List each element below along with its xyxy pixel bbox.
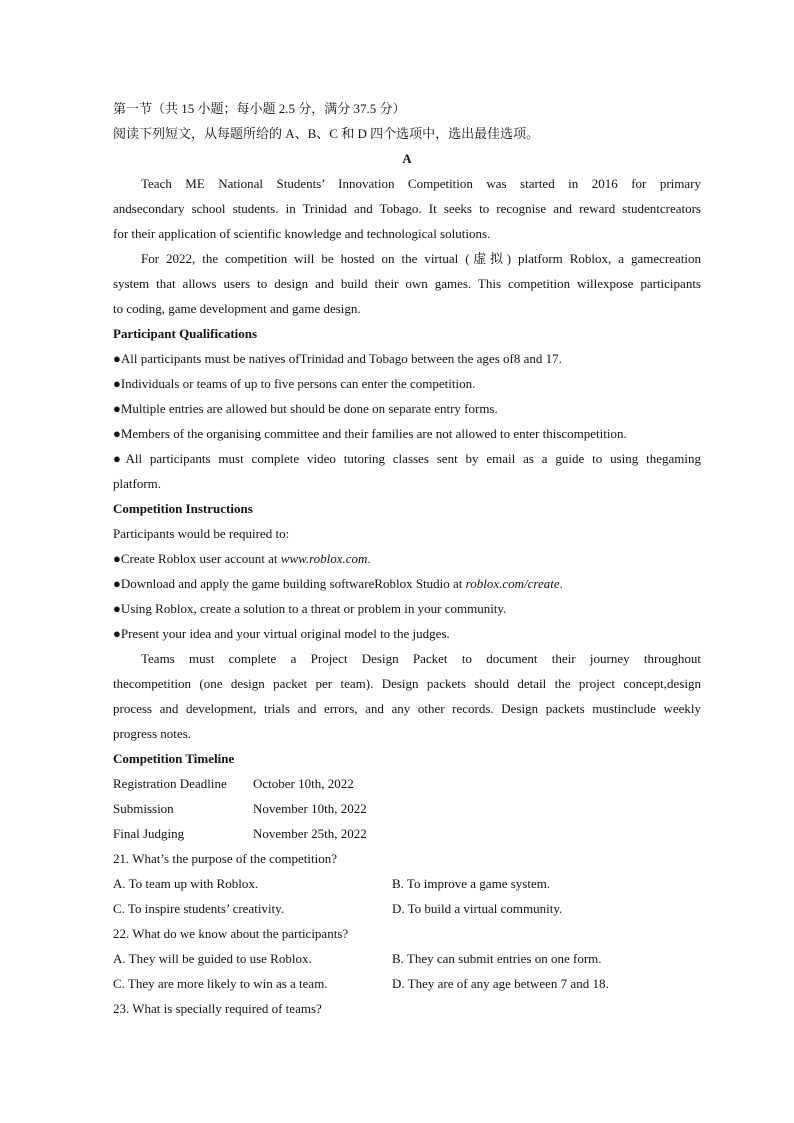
question-22-stem: 22. What do we know about the participants? [113,926,349,941]
exam-page [113,96,701,1021]
section-header: 第一节（共 15 小题；每小题 2.5 分，满分 37.5 分） [113,101,406,116]
paragraph-2-line-2: system that allows users to design and build their own games. This competition willexpose participants [113,276,701,291]
question-21-options-row-1 [113,871,701,896]
instructions-heading: Competition Instructions [113,501,253,516]
instruction-item-4: ●Present your idea and your virtual original model to the judges. [113,626,450,641]
timeline-label: Registration Deadline [113,776,227,791]
paragraph-3-line-3: process and development, trials and errors, and any other records. Design packets mustinclude weekly [113,701,701,716]
paragraph-1-line-2: andsecondary school students. in Trinidad and Tobago. It seeks to recognise and reward studentcreators [113,201,701,216]
question-22-options-row-1 [113,946,701,971]
option-a: A. They will be guided to use Roblox. [113,951,312,966]
passage-label: A [402,151,412,166]
timeline-heading: Competition Timeline [113,751,235,766]
instruction-item-2-text: ●Download and apply the game building softwareRoblox Studio at [113,576,466,591]
instruction-item-1-text: ●Create Roblox user account at [113,551,281,566]
option-c: C. They are more likely to win as a team. [113,976,328,991]
timeline-date: November 10th, 2022 [253,801,367,816]
timeline-label: Submission [113,801,174,816]
instruction-item-3: ●Using Roblox, create a solution to a threat or problem in your community. [113,601,507,616]
instruction-item-2 [113,571,701,596]
option-b: B. To improve a game system. [392,876,551,891]
qualification-item-last-line-2: platform. [113,476,162,491]
instruction-item-1 [113,546,701,571]
paragraph-1-line-3: for their application of scientific knowledge and technological solutions. [113,226,491,241]
roblox-create-url: roblox.com/create [465,576,560,591]
instruction-item-1-end: . [367,551,371,566]
timeline-date: November 25th, 2022 [253,826,367,841]
timeline-row [113,796,701,821]
option-d: D. They are of any age between 7 and 18. [392,976,609,991]
paragraph-1-line-1: Teach ME National Students’ Innovation Competition was started in 2016 for primary [141,176,701,191]
question-23-stem: 23. What is specially required of teams? [113,1001,322,1016]
question-21-stem: 21. What’s the purpose of the competition? [113,851,337,866]
qualification-item: ●Individuals or teams of up to five persons can enter the competition. [113,376,476,391]
option-b: B. They can submit entries on one form. [392,951,602,966]
paragraph-3-line-4: progress notes. [113,726,191,741]
option-a: A. To team up with Roblox. [113,876,259,891]
timeline-date: October 10th, 2022 [253,776,354,791]
qualification-item: ●All participants must be natives ofTrinidad and Tobago between the ages of8 and 17. [113,351,562,366]
option-d: D. To build a virtual community. [392,901,563,916]
qualification-item: ●Multiple entries are allowed but should be done on separate entry forms. [113,401,498,416]
qualification-item-last-line-1: ●All participants must complete video tutoring classes sent by email as a guide to using thegaming [113,451,701,466]
timeline-label: Final Judging [113,826,185,841]
paragraph-3-line-2: thecompetition (one design packet per team). Design packets should detail the project concept,design [113,676,701,691]
question-21-options-row-2 [113,896,701,921]
qualifications-heading: Participant Qualifications [113,326,258,341]
roblox-url: www.roblox.com [280,551,368,566]
qualification-item: ●Members of the organising committee and their families are not allowed to enter thiscompetition. [113,426,627,441]
paragraph-2-line-3: to coding, game development and game design. [113,301,361,316]
option-c: C. To inspire students’ creativity. [113,901,285,916]
instructions-intro: Participants would be required to: [113,526,290,541]
timeline-row [113,821,701,846]
paragraph-3-line-1: Teams must complete a Project Design Packet to document their journey throughout [141,651,701,666]
instructions-text: 阅读下列短文，从每题所给的 A、B、C 和 D 四个选项中，选出最佳选项。 [113,126,540,141]
instruction-item-2-end: . [559,576,563,591]
paragraph-2-line-1: For 2022, the competition will be hosted on the virtual (虚拟) platform Roblox, a gamecreation [141,251,701,266]
question-22-options-row-2 [113,971,701,996]
timeline-row [113,771,701,796]
